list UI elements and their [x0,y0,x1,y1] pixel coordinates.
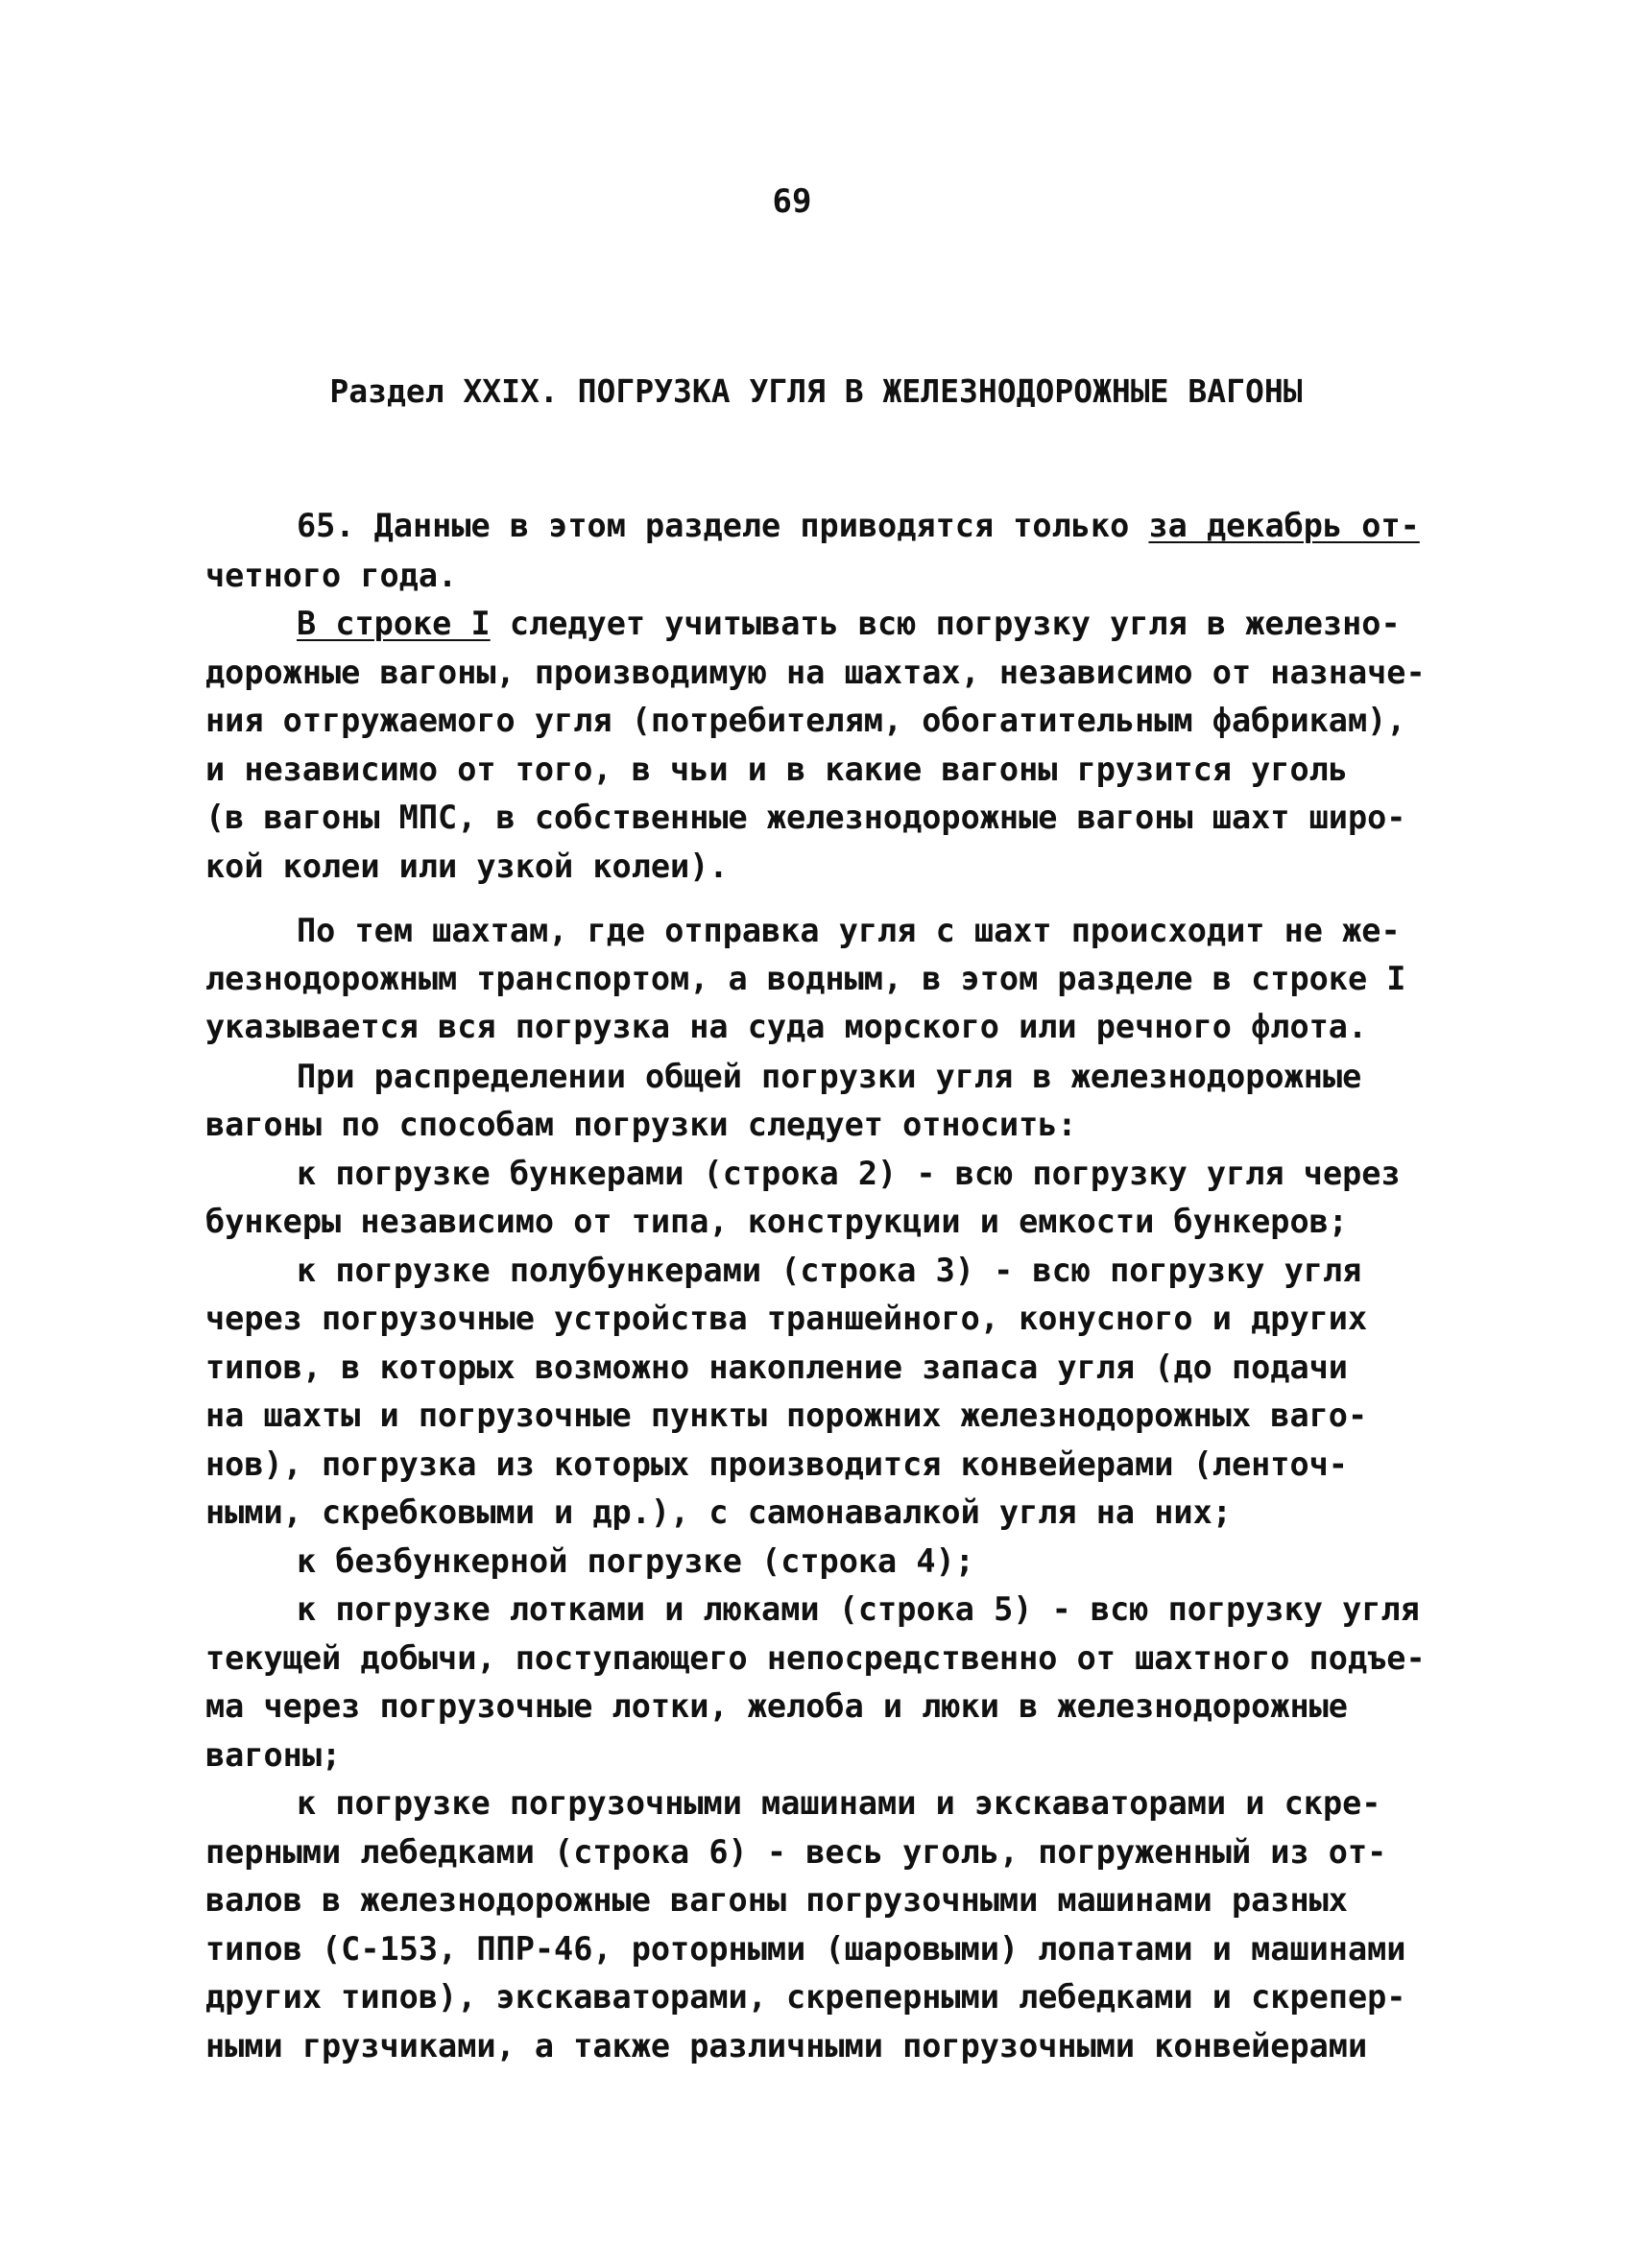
text-line: лезнодорожным транспортом, а водным, в этом разделе в строке I [205,960,1406,997]
text-line: валов в железнодорожные вагоны погрузочными машинами разных [205,1881,1348,1919]
text-line: указывается вся погрузка на суда морского или речного флота. [205,1008,1368,1045]
text-line: типов (С-153, ППР-46, роторными (шаровыми) лопатами и машинами [205,1930,1406,1968]
text-line: ными, скребковыми и др.), с самонавалкой угля на них; [205,1493,1232,1531]
text-line: на шахты и погрузочные пункты порожних железнодорожных ваго- [205,1397,1368,1434]
text-line: к безбункерной погрузке (строка 4); [297,1542,974,1580]
page-number: 69 [772,182,812,221]
text-line: По тем шахтам, где отправка угля с шахт происходит не же- [297,912,1401,949]
text-line: бункеры независимо от типа, конструкции и емкости бункеров; [205,1203,1348,1240]
text-line: (в вагоны МПС, в собственные железнодорожные вагоны шахт широ- [205,799,1406,836]
text-line: текущей добычи, поступающего непосредственно от шахтного подъе- [205,1639,1426,1677]
section-title: Раздел XXIX. ПОГРУЗКА УГЛЯ В ЖЕЛЕЗНОДОРОЖНЫЕ ВАГОНЫ [329,372,1303,410]
text-line: через погрузочные устройства траншейного, конусного и других [205,1300,1368,1337]
text-line: четного года. [205,557,458,594]
text-line: ма через погрузочные лотки, желоба и люки в железнодорожные [205,1687,1348,1725]
text-line: ными грузчиками, а также различными погрузочными конвейерами [205,2027,1368,2065]
text-line: и независимо от того, в чьи и в какие вагоны грузится уголь [205,751,1348,788]
text-line: ния отгружаемого угля (потребителям, обогатительным фабрикам), [205,702,1406,739]
text-line: вагоны по способам погрузки следует относить: [205,1106,1077,1143]
text-line: к погрузке бункерами (строка 2) - всю погрузку угля через [297,1155,1401,1192]
text-line: других типов), экскаваторами, скреперными лебедками и скрепер- [205,1978,1406,2016]
text-line: дорожные вагоны, производимую на шахтах, независимо от назначе- [205,654,1426,691]
text-line: вагоны; [205,1736,342,1774]
text-line: типов, в которых возможно накопление запаса угля (до подачи [205,1349,1348,1386]
text-line: к погрузке лотками и люками (строка 5) - всю погрузку угля [297,1590,1420,1628]
text-line: нов), погрузка из которых производится конвейерами (ленточ- [205,1445,1348,1483]
text-line: кой колеи или узкой колеи). [205,848,729,885]
text-line: В строке I следует учитывать всю погрузку угля в железно- [297,605,1401,642]
text-line: При распределении общей погрузки угля в железнодорожные [297,1058,1362,1095]
text-line: к погрузке полубункерами (строка 3) - всю погрузку угля [297,1252,1362,1289]
text-line: перными лебедками (строка 6) - весь уголь, погруженный из от- [205,1833,1387,1871]
text-line: к погрузке погрузочными машинами и экскаваторами и скре- [297,1784,1381,1822]
text-line: 65. Данные в этом разделе приводятся только за декабрь от- [297,507,1420,544]
